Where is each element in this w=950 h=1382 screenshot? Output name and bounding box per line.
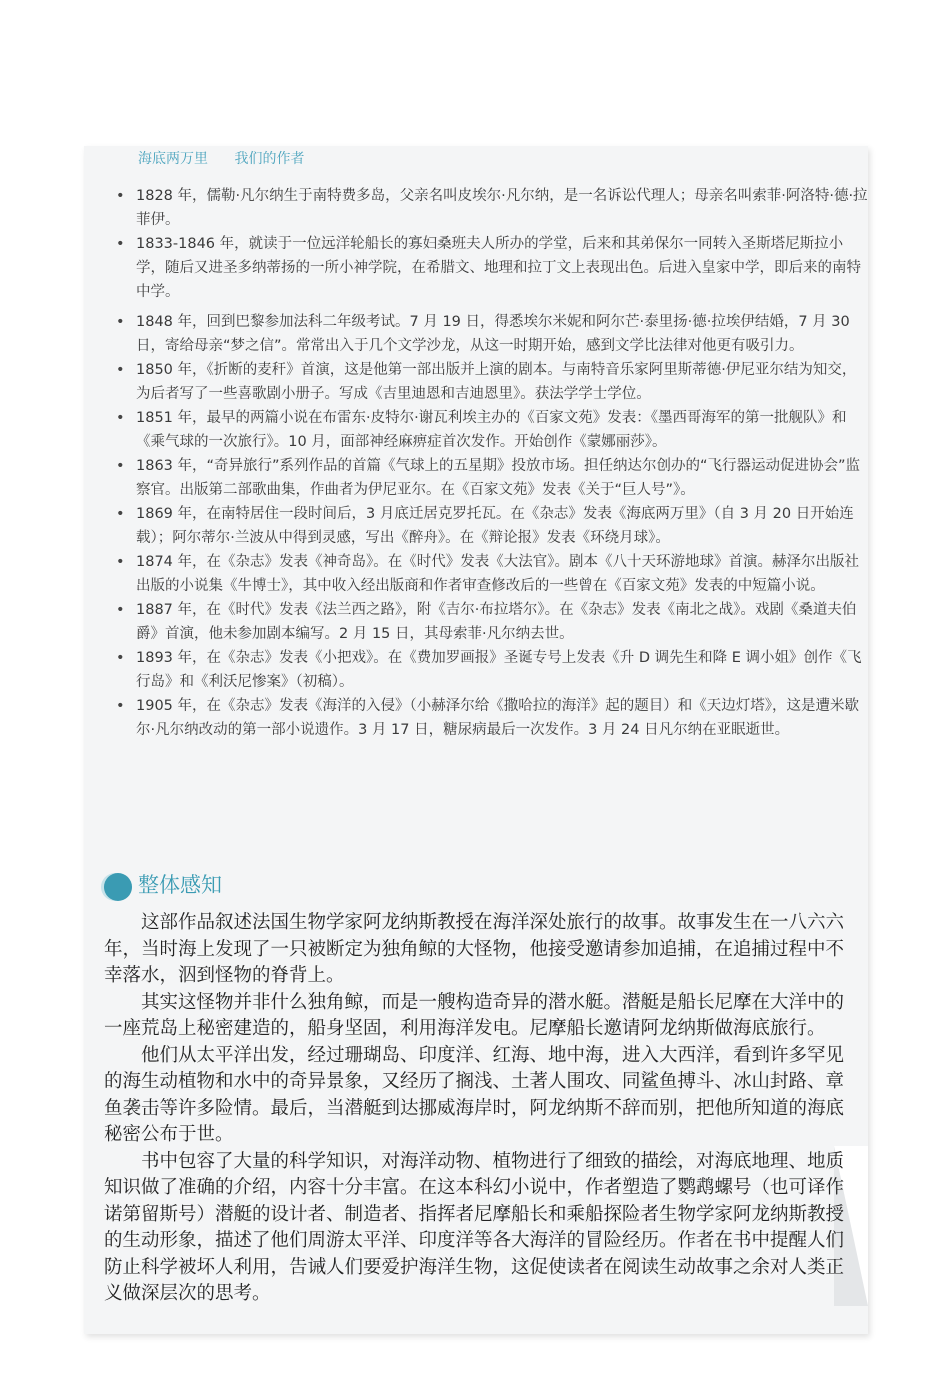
header-link-author[interactable]: 我们的作者: [234, 151, 305, 167]
timeline-item: • 1851 年，最早的两篇小说在布雷东·皮特尔·谢瓦利埃主办的《百家文苑》发表：《墨西哥海军的第一批舰队》和《乘气球的一次旅行》。10 月，面部神经麻痹症首次发作。开始创作《蒙娜丽莎》。: [108, 406, 868, 454]
timeline-item: • 1863 年，“奇异旅行”系列作品的首篇《气球上的五星期》投放市场。担任纳达尔创办的“飞行器运动促进协会”监察官。出版第二部歌曲集，作曲者为伊尼亚尔。在《百家文苑》发表《关于“巨人号”》。: [108, 454, 868, 502]
paragraph: 其实这怪物并非什么独角鲸，而是一艘构造奇异的潜水艇。潜艇是船长尼摩在大洋中的一座荒岛上秘密建造的，船身坚固，利用海洋发电。尼摩船长邀请阿龙纳斯做海底旅行。: [104, 991, 845, 1039]
header-nav: [138, 148, 326, 168]
author-timeline: [108, 184, 868, 742]
timeline-item: • 1887 年，在《时代》发表《法兰西之路》，附《吉尔·布拉塔尔》。在《杂志》发表《南北之战》。戏剧《桑道夫伯爵》首演，他未参加剧本编写。2 月 15 日，其母索菲·凡尔纳去世。: [108, 598, 868, 646]
overview-text: [104, 910, 848, 1308]
timeline-item: • 1848 年，回到巴黎参加法科二年级考试。7 月 19 日，得悉埃尔米妮和阿尔芒·泰里扬·德·拉埃伊结婚，7 月 30 日，寄给母亲“梦之信”。常常出入于几个文学沙龙，从这一时期开始，感到文学比法律对他更有吸引力。: [108, 310, 868, 358]
paragraph: 这部作品叙述法国生物学家阿龙纳斯教授在海洋深处旅行的故事。故事发生在一八六六年，当时海上发现了一只被断定为独角鲸的大怪物，他接受邀请参加追捕，在追捕过程中不幸落水，泅到怪物的脊背上。: [104, 912, 845, 986]
timeline-item: • 1833-1846 年，就读于一位远洋轮船长的寡妇桑班夫人所办的学堂，后来和其弟保尔一同转入圣斯塔尼斯拉小学，随后又进圣多纳蒂扬的一所小神学院，在希腊文、地理和拉丁文上表现出色。后进入皇家中学，即后来的南特中学。: [108, 232, 868, 304]
timeline-item: • 1828 年，儒勒·凡尔纳生于南特费多岛，父亲名叫皮埃尔·凡尔纳，是一名诉讼代理人；母亲名叫索菲·阿洛特·德·拉菲伊。: [108, 184, 868, 232]
paragraph: 书中包容了大量的科学知识，对海洋动物、植物进行了细致的描绘，对海底地理、地质知识做了准确的介绍，内容十分丰富。在这本科幻小说中，作者塑造了鹦鹉螺号（也可译作诺第留斯号）潜艇的设计者、制造者、指挥者尼摩船长和乘船探险者生物学家阿龙纳斯教授的生动形象，描述了他们周游太平洋、印度洋等各大海洋的冒险经历。作者在书中提醒人们防止科学被坏人利用，告诫人们要爱护海洋生物，这促使读者在阅读生动故事之余对人类正义做深层次的思考。: [104, 1150, 845, 1304]
paragraph: 他们从太平洋出发，经过珊瑚岛、印度洋、红海、地中海，进入大西洋，看到许多罕见的海生动植物和水中的奇异景象，又经历了搁浅、土著人围攻、同鲨鱼搏斗、冰山封路、章鱼袭击等许多险情。最后，当潜艇到达挪威海岸时，阿龙纳斯不辞而别，把他所知道的海底秘密公布于世。: [104, 1044, 845, 1145]
timeline-item: • 1893 年，在《杂志》发表《小把戏》。在《费加罗画报》圣诞专号上发表《升 D 调先生和降 E 调小姐》创作《飞行岛》和《利沃尼惨案》（初稿）。: [108, 646, 868, 694]
timeline-item: • 1869 年，在南特居住一段时间后，3 月底迁居克罗托瓦。在《杂志》发表《海底两万里》（自 3 月 20 日开始连载）；阿尔蒂尔·兰波从中得到灵感，写出《醉舟》。在《辩论报》发表《环绕月球》。: [108, 502, 868, 550]
section-title: 整体感知: [138, 873, 222, 897]
timeline-item: • 1905 年，在《杂志》发表《海洋的入侵》（小赫泽尔给《撒哈拉的海洋》起的题目）和《天边灯塔》，这是遭米歇尔·凡尔纳改动的第一部小说遗作。3 月 17 日，糖尿病最后一次发作。3 月 24 日凡尔纳在亚眠逝世。: [108, 694, 868, 742]
timeline-item: • 1850 年，《折断的麦秆》首演，这是他第一部出版并上演的剧本。与南特音乐家阿里斯蒂德·伊尼亚尔结为知交，为后者写了一些喜歌剧小册子。写成《吉里迪恩和吉迪恩里》。获法学学士学位。: [108, 358, 868, 406]
section-bullet-icon: [104, 873, 132, 901]
header-link-book[interactable]: 海底两万里: [138, 151, 208, 167]
timeline-item: • 1874 年，在《杂志》发表《神奇岛》。在《时代》发表《大法官》。剧本《八十天环游地球》首演。赫泽尔出版社出版的小说集《牛博士》，其中收入经出版商和作者审查修改后的一些曾在《百家文苑》发表的中短篇小说。: [108, 550, 868, 598]
